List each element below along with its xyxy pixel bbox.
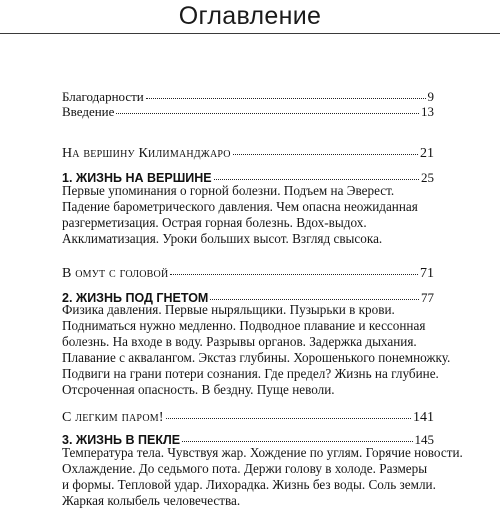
dot-leader (166, 408, 411, 419)
chapter-page: 145 (414, 432, 434, 447)
description-line: Подниматься нужно медленно. Подводное плавание и кессонная (62, 318, 426, 333)
page-title: Оглавление (0, 2, 500, 31)
part-page: 71 (420, 266, 434, 281)
description-line: Плавание с аквалангом. Экстаз глубины. Хорошенького понемножку. (62, 350, 451, 365)
chapter-page: 25 (421, 170, 434, 185)
toc-part-1[interactable] (62, 146, 434, 162)
description-line: Подвиги на грани потери сознания. Где предел? Жизнь на глубине. (62, 366, 439, 381)
toc-entry-introduction[interactable] (62, 104, 434, 120)
chapter-title: 2. ЖИЗНЬ ПОД ГНЕТОМ (62, 291, 209, 305)
chapter-title: 1. ЖИЗНЬ НА ВЕРШИНЕ (62, 171, 212, 185)
part-page: 21 (420, 146, 434, 161)
description-line: Падение барометрического давления. Чем опасна неожиданная (62, 199, 418, 214)
description-line: разгерметизация. Острая горная болезнь. Вдох-выдох. (62, 215, 367, 230)
description-line: Отсроченная опасность. В бездну. Пуще неволи. (62, 382, 335, 397)
dot-leader (170, 264, 418, 275)
toc-part-3[interactable] (62, 410, 434, 426)
dot-leader (233, 144, 418, 155)
dot-leader (116, 103, 419, 114)
description-line: и формы. Тепловой удар. Лихорадка. Жизнь без воды. Соль земли. (62, 477, 436, 492)
toc-part-2[interactable] (62, 266, 434, 282)
dot-leader (146, 88, 426, 99)
description-line: Физика давления. Первые ныряльщики. Пузырьки в крови. (62, 302, 395, 317)
toc-entry-label: Благодарности (62, 89, 144, 104)
dot-leader (210, 289, 419, 300)
description-line: Охлаждение. До седьмого пота. Держи голову в холоде. Размеры (62, 461, 428, 476)
description-line: болезнь. На входе в воду. Разрывы органов. Задержка дыхания. (62, 334, 417, 349)
description-line: Первые упоминания о горной болезни. Подъем на Эверест. (62, 183, 395, 198)
chapter-2-description (62, 302, 451, 398)
part-title: В омут с головой (62, 266, 169, 281)
part-page: 141 (413, 410, 434, 425)
chapter-page: 77 (421, 290, 434, 305)
dot-leader (214, 169, 419, 180)
chapter-1-description (62, 183, 442, 247)
part-title: На вершину Килиманджаро (62, 146, 231, 161)
description-line: Жаркая колыбель человечества. (62, 493, 241, 508)
toc-entry-page: 13 (421, 104, 434, 119)
description-line: Акклиматизация. Уроки больших высот. Взгляд свысока. (62, 231, 383, 246)
toc-entry-label: Введение (62, 104, 115, 119)
part-title: С легким паром! (62, 410, 164, 425)
chapter-3-description (62, 445, 463, 509)
chapter-title: 3. ЖИЗНЬ В ПЕКЛЕ (62, 433, 181, 447)
description-line: Температура тела. Чувствуя жар. Хождение по углям. Горячие новости. (62, 445, 463, 460)
toc-entry-page: 9 (427, 89, 434, 104)
dot-leader (182, 431, 412, 442)
